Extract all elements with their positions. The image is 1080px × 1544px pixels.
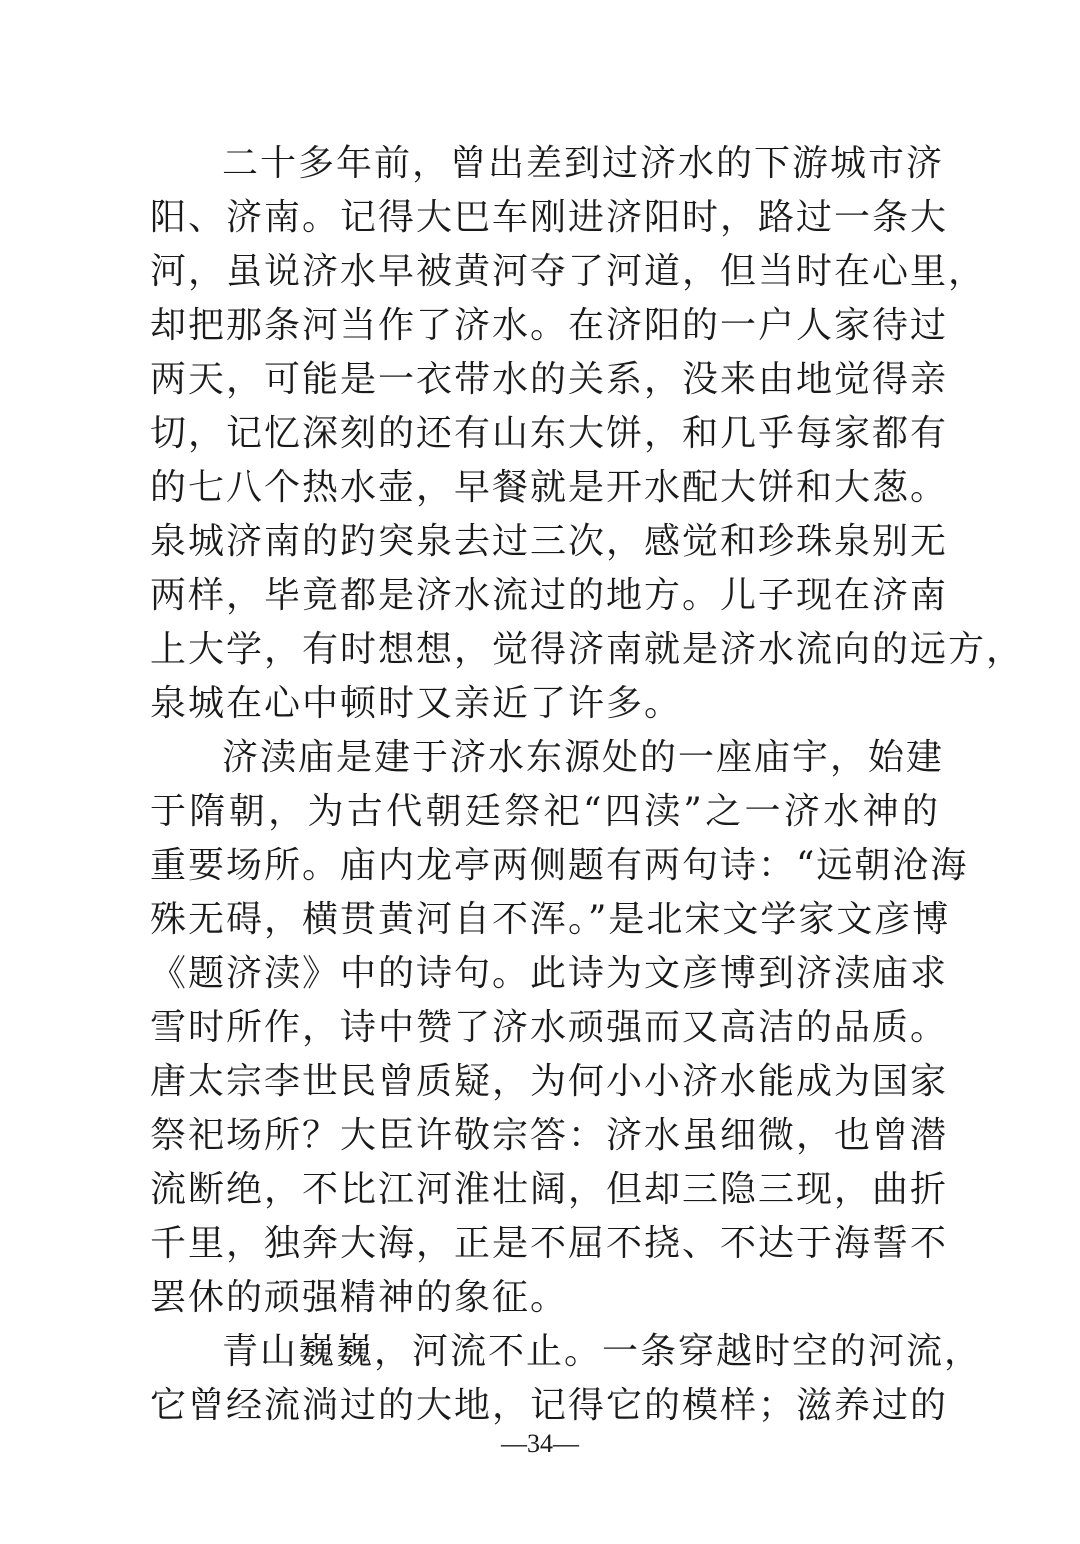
paragraph-2-line-10: 千里，独奔大海，正是不屈不挠、不达于海誓不 (150, 1223, 949, 1264)
paragraph-2-line-11: 罢休的顽强精神的象征。 (150, 1277, 569, 1318)
paragraph-1-line-11: 泉城在心中顿时又亲近了许多。 (150, 683, 683, 724)
paragraph-1-line-9: 两样，毕竟都是济水流过的地方。儿子现在济南 (150, 575, 949, 616)
paragraph-2-line-8: 祭祀场所？大臣许敬宗答：济水虽细微，也曾潜 (150, 1115, 949, 1156)
paragraph-1-line-2: 阳、济南。记得大巴车刚进济阳时，路过一条大 (150, 197, 949, 238)
paragraph-3-line-2: 它曾经流淌过的大地，记得它的模样；滋养过的 (150, 1385, 949, 1426)
paragraph-2-line-3: 重要场所。庙内龙亭两侧题有两句诗：“远朝沧海 (150, 845, 969, 886)
paragraph-3-line-1: 青山巍巍，河流不止。一条穿越时空的河流， (222, 1331, 983, 1372)
paragraph-2-line-6: 雪时所作，诗中赞了济水顽强而又高洁的品质。 (150, 1007, 949, 1048)
paragraph-1-line-6: 切，记忆深刻的还有山东大饼，和几乎每家都有 (150, 413, 949, 454)
paragraph-2-line-7: 唐太宗李世民曾质疑，为何小小济水能成为国家 (150, 1061, 949, 1102)
paragraph-1-line-4: 却把那条河当作了济水。在济阳的一户人家待过 (150, 305, 949, 346)
paragraph-1-line-10: 上大学，有时想想，觉得济南就是济水流向的远方， (150, 629, 1025, 670)
paragraph-1-line-8: 泉城济南的趵突泉去过三次，感觉和珍珠泉别无 (150, 521, 949, 562)
paragraph-1-line-3: 河，虽说济水早被黄河夺了河道，但当时在心里， (150, 251, 987, 292)
paragraph-1-line-1: 二十多年前，曾出差到过济水的下游城市济 (222, 143, 945, 184)
page-number: —34— (501, 1429, 579, 1458)
article-body (150, 137, 1025, 1433)
paragraph-2-line-4: 殊无碍，横贯黄河自不浑。”是北宋文学家文彦博 (150, 899, 951, 940)
paragraph-1-line-7: 的七八个热水壶，早餐就是开水配大饼和大葱。 (150, 467, 949, 508)
paragraph-2-line-5: 《题济渎》中的诗句。此诗为文彦博到济渎庙求 (150, 953, 949, 994)
paragraph-2-line-2: 于隋朝，为古代朝廷祭祀“四渎”之一济水神的 (150, 791, 940, 832)
paragraph-2-line-9: 流断绝，不比江河淮壮阔，但却三隐三现，曲折 (150, 1169, 949, 1210)
paragraph-2-line-1: 济渎庙是建于济水东源处的一座庙宇，始建 (222, 737, 945, 778)
paragraph-1-line-5: 两天，可能是一衣带水的关系，没来由地觉得亲 (150, 359, 949, 400)
